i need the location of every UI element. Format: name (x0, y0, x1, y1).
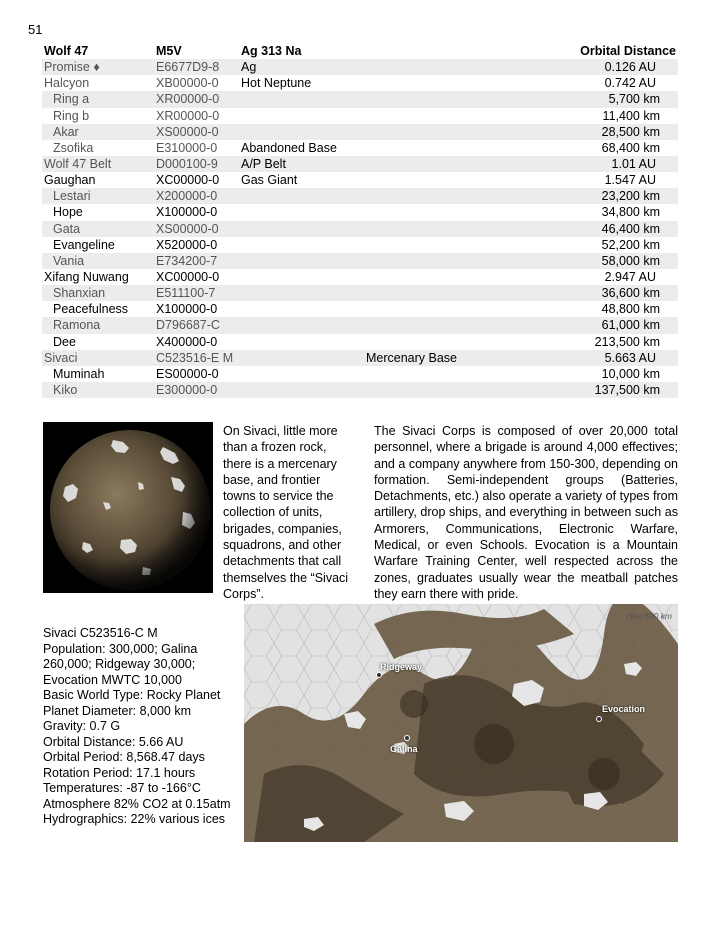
stat-line: Evocation MWTC 10,000 (43, 672, 182, 687)
body-base (366, 156, 509, 172)
body-distance: 61,000 km (509, 317, 678, 333)
table-row (42, 75, 678, 91)
body-name: Ramona (42, 317, 156, 333)
body-distance: 137,500 km (509, 382, 678, 398)
body-distance: 46,400 km (509, 221, 678, 237)
body-distance: 68,400 km (601, 140, 660, 155)
stat-line: Atmosphere 82% CO2 at 0.15atm (43, 796, 231, 811)
body-base (366, 59, 509, 75)
body-uwp: D796687-C (156, 317, 241, 333)
body-remark (241, 108, 366, 124)
body-remark: A/P Belt (241, 156, 366, 172)
table-row (42, 108, 678, 124)
body-distance: 36,600 km (509, 285, 678, 301)
stat-line: Population: 300,000; Galina (43, 641, 198, 656)
stat-line: Planet Diameter: 8,000 km (43, 703, 191, 718)
body-base (366, 75, 509, 91)
body-uwp: X400000-0 (156, 334, 218, 349)
ridgeway-label: Ridgeway (380, 662, 423, 672)
body-uwp: ES00000-0 (156, 366, 219, 381)
table-row (42, 285, 678, 301)
table-row (42, 269, 678, 285)
body-base (366, 172, 509, 188)
system-table (42, 43, 678, 398)
page-number: 51 (28, 22, 43, 37)
galina-marker (404, 735, 410, 741)
table-row (42, 382, 678, 398)
body-name: Sivaci (42, 350, 156, 366)
body-uwp: D000100-9 (156, 156, 241, 172)
body-remark: Abandoned Base (241, 140, 337, 155)
body-name: Zsofika (53, 140, 94, 155)
body-uwp: XB00000-0 (156, 76, 219, 91)
table-row (42, 301, 678, 317)
body-remark: Ag (241, 59, 366, 75)
body-distance: 48,800 km (601, 302, 660, 317)
body-name: Gata (42, 221, 156, 237)
body-uwp: E511100-7 (156, 285, 241, 301)
sivaci-corps-text: The Sivaci Corps is composed of over 20,000 total personnel, where a brigade is around 4,000 effectives; and a company anywhere from 150-300, depending on formation. Semi-independent groups (Batteries, Detachments, etc.) also operate a variety of types from artillery, drop ships, and everything in between such as Armorers, Communications, Electronic Warfare, Medical, or even Schools. Evocation is a Mountain Warfare Training Center, well respected across the zones, graduates usually wear the meatball patches they earn there with pride. (374, 424, 678, 601)
header-base (366, 43, 509, 59)
table-row (42, 317, 678, 333)
body-base (366, 108, 509, 124)
stat-line: Sivaci C523516-C M (43, 626, 158, 640)
body-remark (241, 382, 366, 398)
body-base (366, 269, 509, 285)
body-distance: 5.663 AU (509, 350, 678, 366)
map-scale-label: Hex 600 km (626, 611, 672, 621)
body-distance: 10,000 km (601, 366, 660, 381)
body-distance: 34,800 km (601, 205, 660, 220)
body-name: Dee (53, 334, 76, 349)
body-name: Gaughan (44, 173, 96, 188)
evocation-marker (596, 716, 602, 722)
planet-image (43, 422, 213, 593)
body-remark (241, 317, 366, 333)
body-distance: 28,500 km (509, 124, 678, 140)
sivaci-map (244, 604, 678, 842)
body-remark (241, 237, 366, 253)
table-row (42, 253, 678, 269)
body-uwp: X100000-0 (156, 205, 218, 220)
body-uwp: X100000-0 (156, 302, 218, 317)
body-base (366, 334, 509, 350)
table-row (42, 350, 678, 366)
body-remark (241, 91, 366, 107)
evocation-label: Evocation (602, 704, 646, 714)
body-name: Kiko (42, 382, 156, 398)
body-uwp: E734200-7 (156, 253, 241, 269)
body-base (366, 366, 509, 382)
body-remark (241, 301, 366, 317)
body-distance: 52,200 km (601, 237, 660, 252)
body-remark (241, 350, 366, 366)
body-base (366, 124, 509, 140)
body-remark (241, 334, 366, 350)
body-distance: 1.01 AU (509, 156, 678, 172)
ridgeway-marker (376, 672, 382, 678)
stat-line: Gravity: 0.7 G (43, 719, 121, 733)
body-name: Ring a (42, 91, 156, 107)
table-row (42, 334, 678, 350)
body-distance: 23,200 km (509, 188, 678, 204)
body-base (366, 253, 509, 269)
table-row (42, 91, 678, 107)
body-distance: 5,700 km (509, 91, 678, 107)
table-row (42, 237, 678, 253)
table-row (42, 221, 678, 237)
body-base (366, 221, 509, 237)
stat-line: Rotation Period: 17.1 hours (43, 765, 196, 780)
body-base (366, 140, 509, 156)
header-star-name: Wolf 47 (44, 44, 89, 59)
sivaci-intro-text: On Sivaci, little more than a frozen rock, there is a mercenary base, and frontier towns to service the collection of units, brigades, companies, squadrons, and other detachments that call themselves the “Sivaci Corps”. (223, 424, 349, 601)
body-remark (241, 124, 366, 140)
body-distance: 58,000 km (509, 253, 678, 269)
body-remark (241, 366, 366, 382)
body-base (366, 317, 509, 333)
body-base (366, 285, 509, 301)
body-uwp: XC00000-0 (156, 270, 220, 285)
body-base (366, 382, 509, 398)
body-uwp: X520000-0 (156, 237, 218, 252)
body-distance: 213,500 km (594, 334, 660, 349)
stat-line: Temperatures: -87 to -166°C (43, 781, 201, 795)
table-row (42, 140, 678, 156)
body-name: Halcyon (44, 76, 90, 91)
body-name: Hope (53, 205, 83, 220)
body-uwp: XR00000-0 (156, 91, 241, 107)
table-row (42, 59, 678, 75)
world-stats (43, 626, 243, 828)
body-name: Promise ♦ (42, 59, 156, 75)
body-name: Vania (42, 253, 156, 269)
body-base (366, 301, 509, 317)
body-distance: 0.126 AU (509, 59, 678, 75)
body-name: Wolf 47 Belt (42, 156, 156, 172)
body-distance: 11,400 km (602, 108, 660, 123)
body-remark (241, 253, 366, 269)
body-base (366, 204, 509, 220)
body-uwp: XR00000-0 (156, 108, 220, 123)
body-name: Akar (42, 124, 156, 140)
table-row (42, 124, 678, 140)
table-row (42, 156, 678, 172)
stat-line: Orbital Period: 8,568.47 days (43, 750, 205, 764)
body-remark: Hot Neptune (241, 76, 312, 91)
body-name: Peacefulness (53, 302, 129, 317)
stat-line: 260,000; Ridgeway 30,000; (43, 657, 196, 671)
body-name: Muminah (53, 366, 105, 381)
body-remark (241, 285, 366, 301)
table-row (42, 188, 678, 204)
body-uwp: XS00000-0 (156, 124, 241, 140)
body-remark (241, 221, 366, 237)
header-star-class: M5V (156, 44, 182, 59)
body-remark (241, 188, 366, 204)
body-name: Xifang Nuwang (44, 270, 129, 285)
body-base: Mercenary Base (366, 350, 509, 366)
body-remark: Gas Giant (241, 173, 298, 188)
body-uwp: XS00000-0 (156, 221, 241, 237)
table-row (42, 204, 678, 220)
stat-line: Hydrographics: 22% various ices (43, 812, 226, 826)
body-uwp: E300000-0 (156, 382, 241, 398)
table-row (42, 172, 678, 188)
table-header-row (42, 43, 678, 59)
body-uwp: C523516-E M (156, 350, 241, 366)
body-uwp: E6677D9-8 (156, 59, 241, 75)
body-distance: 1.547 AU (604, 173, 656, 188)
body-uwp: XC00000-0 (156, 173, 220, 188)
body-name: Shanxian (42, 285, 156, 301)
body-distance: 0.742 AU (604, 76, 656, 91)
body-base (366, 237, 509, 253)
stat-line: Basic World Type: Rocky Planet (43, 688, 221, 702)
body-base (366, 91, 509, 107)
body-distance: 2.947 AU (604, 270, 656, 285)
header-distance: Orbital Distance (580, 44, 676, 59)
body-uwp: E310000-0 (156, 140, 218, 155)
stat-line: Orbital Distance: 5.66 AU (43, 734, 184, 749)
galina-label: Galina (390, 744, 418, 754)
body-name: Ring b (53, 108, 90, 123)
table-row (42, 366, 678, 382)
body-remark (241, 269, 366, 285)
header-remark: Ag 313 Na (241, 44, 302, 59)
body-name: Evangeline (53, 237, 115, 252)
body-uwp: X200000-0 (156, 188, 241, 204)
body-base (366, 188, 509, 204)
body-remark (241, 204, 366, 220)
body-name: Lestari (42, 188, 156, 204)
